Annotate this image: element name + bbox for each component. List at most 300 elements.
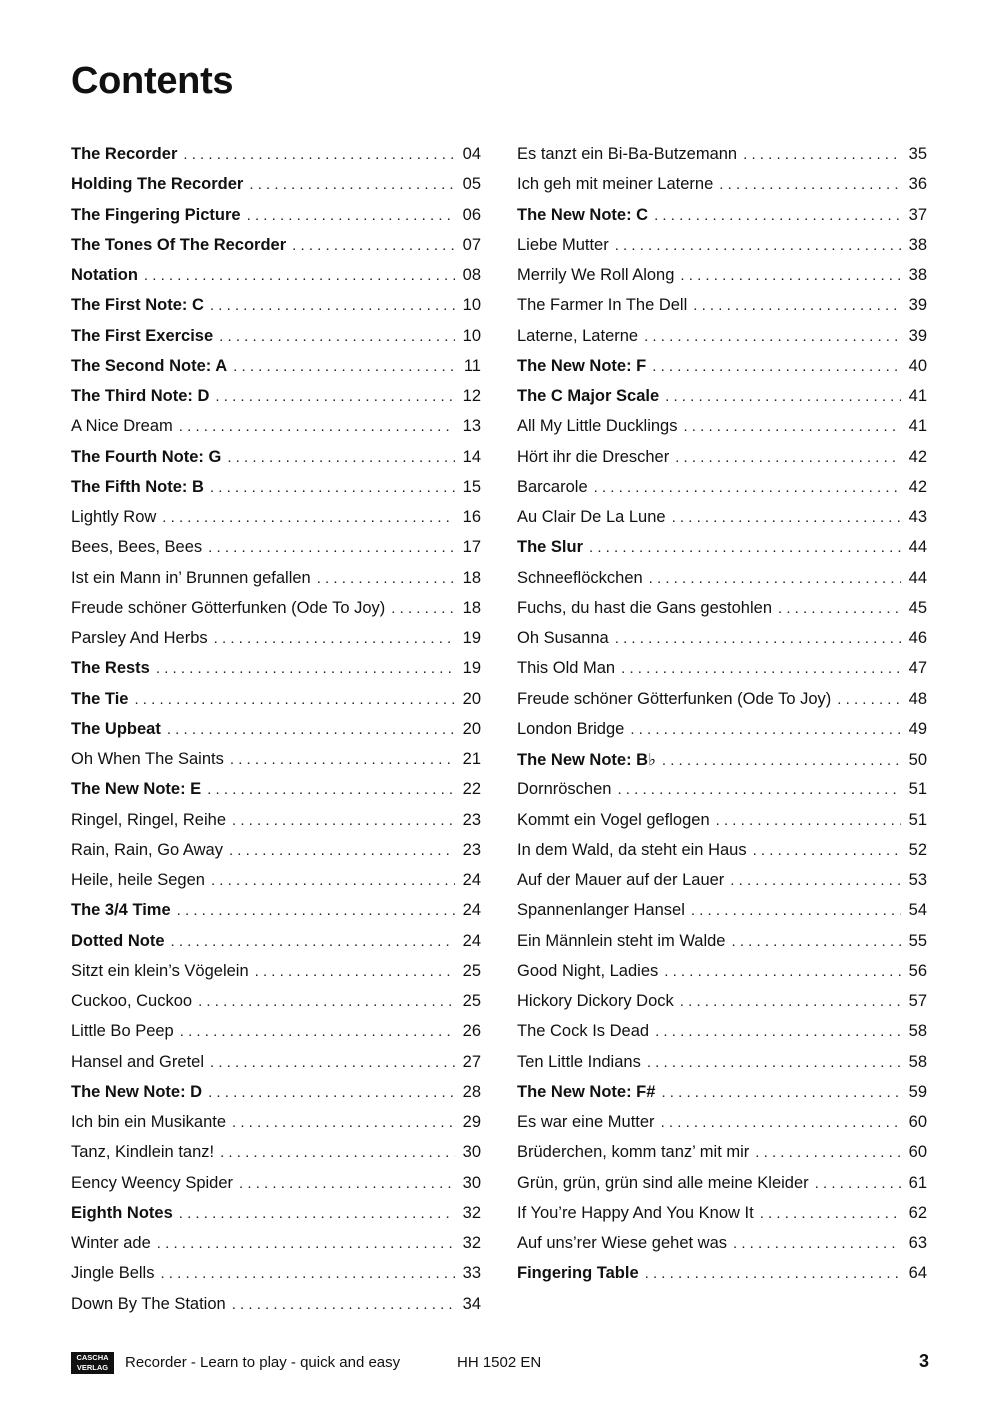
dot-leader [239, 1174, 455, 1193]
toc-entry-page: 14 [462, 447, 481, 466]
dot-leader [232, 1113, 455, 1132]
toc-entry-title: This Old Man [517, 659, 616, 678]
dot-leader [662, 751, 901, 770]
toc-entry-title: Cuckoo, Cuckoo [71, 992, 193, 1010]
toc-entry [517, 841, 927, 871]
toc-entry-page: 44 [908, 538, 927, 557]
toc-entry [71, 1083, 481, 1113]
toc-entry-title: If You’re Happy And You Know It [517, 1203, 754, 1222]
toc-entry-page: 32 [462, 1234, 481, 1252]
dot-leader [255, 962, 455, 981]
toc-entry-title: Ich geh mit meiner Laterne [517, 175, 714, 194]
toc-entry [71, 417, 481, 447]
toc-entry [517, 690, 927, 720]
dot-leader [661, 1083, 901, 1102]
dot-leader [730, 871, 901, 890]
toc-entry-title: Barcarole [517, 477, 588, 496]
toc-entry [71, 992, 481, 1022]
toc-entry-title: Bees, Bees, Bees [71, 538, 203, 557]
toc-entry [517, 1022, 927, 1052]
dot-leader [160, 1264, 455, 1283]
toc-entry [517, 871, 927, 901]
toc-entry-page: 20 [462, 689, 481, 708]
toc-entry [71, 508, 481, 538]
toc-entry [517, 629, 927, 659]
toc-entry-title: Auf der Mauer auf der Lauer [517, 871, 725, 889]
toc-entry-title: Little Bo Peep [71, 1022, 174, 1041]
toc-entry-page: 42 [908, 477, 927, 496]
toc-entry-page: 23 [462, 840, 481, 859]
toc-entry-title: Es war eine Mutter [517, 1113, 655, 1131]
toc-entry [517, 296, 927, 326]
dot-leader [156, 659, 455, 678]
toc-entry-title: Parsley And Herbs [71, 629, 208, 647]
toc-entry [517, 1143, 927, 1173]
toc-entry [71, 478, 481, 508]
toc-entry [71, 629, 481, 659]
dot-leader [391, 599, 455, 618]
toc-entry-page: 22 [462, 780, 481, 799]
toc-entry [71, 266, 481, 296]
publisher-logo [71, 1352, 114, 1374]
toc-entry-title: The Tones Of The Recorder [71, 235, 287, 254]
toc-entry-title: The Farmer In The Dell [517, 296, 688, 315]
toc-entry-title: Laterne, Laterne [517, 326, 639, 345]
toc-entry-title: Liebe Mutter [517, 235, 609, 254]
dot-leader [664, 962, 901, 981]
dot-leader [680, 266, 901, 285]
toc-entry [71, 538, 481, 568]
toc-entry-title: Hört ihr die Drescher [517, 447, 670, 466]
toc-entry-page: 32 [462, 1203, 481, 1222]
toc-entry-page: 60 [908, 1143, 927, 1162]
toc-entry [517, 387, 927, 417]
toc-entry-title: Good Night, Ladies [517, 961, 659, 980]
dot-leader [317, 569, 455, 588]
toc-entry [71, 1295, 481, 1325]
toc-entry-title: The 3/4 Time [71, 901, 171, 920]
toc-entry-title: The New Note: C [517, 205, 649, 224]
toc-entry-title: Schneeflöckchen [517, 568, 643, 587]
book-code: HH 1502 EN [457, 1354, 542, 1371]
toc-entry-page: 55 [908, 931, 927, 950]
toc-entry-page: 61 [908, 1173, 927, 1192]
book-title: Recorder - Learn to play - quick and easy [125, 1354, 401, 1371]
toc-entry [517, 236, 927, 266]
toc-entry-title: Freude schöner Götterfunken (Ode To Joy) [71, 598, 386, 617]
toc-entry-title: The Third Note: D [71, 387, 210, 405]
toc-entry [71, 750, 481, 780]
toc-entry-page: 30 [462, 1173, 481, 1192]
page-footer [71, 1351, 929, 1375]
dot-leader [733, 1234, 901, 1253]
toc-entry [517, 206, 927, 236]
dot-leader [230, 750, 455, 769]
toc-entry-page: 34 [462, 1294, 481, 1313]
toc-entry-page: 15 [462, 477, 481, 496]
toc-entry-title: The First Note: C [71, 296, 204, 315]
toc-entry [71, 327, 481, 357]
toc-entry-page: 39 [908, 326, 927, 345]
dot-leader [615, 629, 901, 648]
dot-leader [232, 1295, 455, 1314]
toc-entry-title: Ich bin ein Musikante [71, 1113, 227, 1131]
toc-entry-title: Winter ade [71, 1234, 151, 1252]
dot-leader [680, 992, 901, 1011]
toc-entry [517, 508, 927, 538]
toc-entry [517, 992, 927, 1022]
toc-entry-page: 40 [908, 356, 927, 375]
toc-entry [517, 175, 927, 205]
dot-leader [208, 538, 455, 557]
toc-entry-page: 58 [908, 1052, 927, 1071]
toc-entry [71, 357, 481, 387]
dot-leader [630, 720, 901, 739]
toc-entry-title: Ringel, Ringel, Reihe [71, 810, 227, 829]
toc-entry [517, 1174, 927, 1204]
toc-entry [71, 1234, 481, 1264]
toc-entry-page: 38 [908, 235, 927, 254]
toc-entry-title: Oh When The Saints [71, 750, 224, 768]
toc-entry-page: 28 [462, 1082, 481, 1101]
toc-entry [71, 932, 481, 962]
toc-entry-title: Brüderchen, komm tanz’ mit mir [517, 1143, 750, 1162]
toc-entry-title: Lightly Row [71, 508, 157, 526]
toc-entry [517, 327, 927, 357]
toc-entry-page: 19 [462, 659, 481, 678]
toc-entry [517, 538, 927, 568]
dot-leader [232, 811, 455, 830]
toc-entry-title: Hansel and Gretel [71, 1052, 204, 1071]
toc-entry-page: 59 [908, 1082, 927, 1101]
dot-leader [167, 720, 455, 739]
dot-leader [207, 780, 455, 799]
dot-leader [652, 357, 901, 376]
dot-leader [179, 1204, 455, 1223]
toc-entry [517, 569, 927, 599]
toc-entry-title: The Fingering Picture [71, 205, 241, 224]
toc-entry [517, 357, 927, 387]
toc-entry-title: Ist ein Mann in’ Brunnen gefallen [71, 568, 311, 587]
dot-leader [180, 1022, 455, 1041]
dot-leader [227, 448, 455, 467]
toc-entry-title: Jingle Bells [71, 1264, 155, 1283]
toc-entry [71, 1022, 481, 1052]
toc-entry-page: 57 [908, 992, 927, 1010]
logo-line-2: VERLAG [76, 1363, 109, 1372]
toc-entry-title: Eency Weency Spider [71, 1173, 234, 1192]
toc-entry-title: Kommt ein Vogel geflogen [517, 810, 710, 829]
page-number: 3 [918, 1351, 929, 1371]
toc-entry-title: The Cock Is Dead [517, 1022, 650, 1041]
toc-entry-page: 16 [462, 508, 481, 526]
toc-entry-title: The New Note: D [71, 1082, 203, 1101]
toc-entry-page: 04 [462, 145, 481, 163]
toc-entry [71, 175, 481, 205]
toc-entry [71, 901, 481, 931]
dot-leader [719, 175, 901, 194]
toc-entry-title: Holding The Recorder [71, 175, 244, 194]
toc-entry [517, 1053, 927, 1083]
dot-leader [220, 1143, 455, 1162]
toc-entry [517, 266, 927, 296]
toc-entry [71, 962, 481, 992]
toc-entry-title: Down By The Station [71, 1294, 226, 1313]
toc-entry [71, 599, 481, 629]
dot-leader [589, 538, 901, 557]
toc-entry-page: 33 [462, 1264, 481, 1283]
toc-entry [517, 932, 927, 962]
toc-entry-page: 52 [908, 840, 927, 859]
toc-entry-page: 17 [462, 538, 481, 557]
toc-entry-title: Grün, grün, grün sind alle meine Kleider [517, 1173, 809, 1192]
toc-entry-page: 07 [462, 235, 481, 254]
dot-leader [134, 690, 455, 709]
toc-entry-page: 45 [908, 598, 927, 617]
dot-leader [177, 901, 455, 920]
toc-entry [71, 780, 481, 810]
toc-entry-page: 19 [462, 629, 481, 647]
toc-entry [517, 1204, 927, 1234]
toc-entry-page: 51 [908, 810, 927, 829]
dot-leader [644, 327, 901, 346]
toc-entry [517, 1234, 927, 1264]
toc-entry [517, 659, 927, 689]
toc-entry [71, 1113, 481, 1143]
toc-entry-page: 30 [462, 1143, 481, 1162]
toc-entry-page: 08 [462, 266, 481, 284]
dot-leader [647, 1053, 901, 1072]
toc-entry-title: Hickory Dickory Dock [517, 992, 674, 1010]
toc-entry-title: Spannenlanger Hansel [517, 901, 685, 920]
toc-entry [71, 296, 481, 326]
toc-entry-page: 43 [908, 508, 927, 526]
toc-entry-page: 62 [908, 1203, 927, 1222]
toc-entry-page: 25 [462, 992, 481, 1010]
toc-entry-title: Oh Susanna [517, 629, 609, 647]
toc-entry-page: 05 [462, 175, 481, 194]
dot-leader [645, 1264, 901, 1283]
toc-entry-page: 64 [908, 1264, 927, 1283]
toc-entry [71, 841, 481, 871]
toc-entry-page: 39 [908, 296, 927, 315]
page-title: Contents [71, 60, 234, 102]
toc-entry-title: Ein Männlein steht im Walde [517, 931, 726, 950]
toc-entry-page: 25 [462, 961, 481, 980]
toc-entry [517, 1083, 927, 1113]
toc-entry-title: The Recorder [71, 145, 178, 163]
dot-leader [594, 478, 901, 497]
dot-leader [214, 629, 455, 648]
toc-entry-title: London Bridge [517, 719, 625, 738]
toc-entry [517, 780, 927, 810]
dot-leader [179, 417, 455, 436]
toc-entry [71, 1264, 481, 1294]
toc-entry-title: Auf uns’rer Wiese gehet was [517, 1234, 728, 1252]
toc-entry [71, 569, 481, 599]
toc-entry-title: Fuchs, du hast die Gans gestohlen [517, 598, 772, 617]
dot-leader [208, 1083, 455, 1102]
dot-leader [837, 690, 901, 709]
toc-entry [71, 448, 481, 478]
logo-line-1: CASCHA [76, 1353, 109, 1362]
dot-leader [292, 236, 455, 255]
toc-entry-page: 26 [462, 1022, 481, 1041]
toc-entry [71, 690, 481, 720]
toc-entry-title: Freude schöner Götterfunken (Ode To Joy) [517, 689, 832, 708]
toc-entry [517, 811, 927, 841]
toc-entry-page: 63 [908, 1234, 927, 1252]
contents-column-left [71, 145, 481, 1325]
toc-entry-page: 10 [462, 326, 481, 345]
toc-entry-page: 29 [462, 1113, 481, 1131]
dot-leader [157, 1234, 455, 1253]
toc-entry-title: The New Note: E [71, 780, 202, 799]
dot-leader [210, 296, 455, 315]
toc-entry-title: Rain, Rain, Go Away [71, 840, 223, 859]
toc-entry-title: The New Note: B♭ [517, 751, 656, 769]
dot-leader [171, 932, 456, 951]
toc-entry [517, 599, 927, 629]
dot-leader [621, 659, 901, 678]
dot-leader [649, 569, 901, 588]
toc-entry-page: 41 [908, 387, 927, 405]
toc-entry-page: 23 [462, 810, 481, 829]
toc-entry-page: 56 [908, 961, 927, 980]
dot-leader [665, 387, 901, 406]
toc-entry [71, 236, 481, 266]
toc-entry [71, 720, 481, 750]
toc-entry-title: Ten Little Indians [517, 1052, 641, 1071]
toc-entry-title: Notation [71, 266, 138, 284]
dot-leader [691, 901, 901, 920]
toc-entry-title: In dem Wald, da steht ein Haus [517, 840, 747, 859]
toc-entry-title: The Fifth Note: B [71, 477, 204, 496]
dot-leader [162, 508, 455, 527]
dot-leader [210, 478, 455, 497]
dot-leader [210, 1053, 455, 1072]
toc-entry-page: 41 [908, 417, 927, 436]
toc-entry-page: 21 [462, 750, 481, 768]
toc-entry-page: 58 [908, 1022, 927, 1041]
toc-entry-page: 10 [462, 296, 481, 315]
toc-entry [71, 1204, 481, 1234]
toc-entry-title: Dornröschen [517, 780, 612, 799]
dot-leader [753, 841, 901, 860]
toc-entry [517, 1264, 927, 1294]
toc-entry-page: 20 [462, 719, 481, 738]
toc-entry-title: Es tanzt ein Bi-Ba-Butzemann [517, 145, 738, 163]
toc-entry [517, 417, 927, 447]
dot-leader [675, 448, 901, 467]
toc-entry-title: Dotted Note [71, 931, 165, 950]
toc-entry [71, 871, 481, 901]
toc-entry [517, 478, 927, 508]
toc-entry [71, 145, 481, 175]
dot-leader [215, 387, 455, 406]
dot-leader [760, 1204, 901, 1223]
toc-entry-page: 18 [462, 568, 481, 587]
toc-entry-page: 46 [908, 629, 927, 647]
toc-entry-title: Merrily We Roll Along [517, 266, 675, 284]
dot-leader [731, 932, 901, 951]
toc-entry-page: 50 [908, 751, 927, 769]
dot-leader [183, 145, 455, 164]
toc-entry-page: 42 [908, 447, 927, 466]
toc-entry-title: The C Major Scale [517, 387, 660, 405]
toc-entry-page: 53 [908, 871, 927, 889]
toc-entry-title: All My Little Ducklings [517, 417, 678, 436]
toc-entry-title: The New Note: F# [517, 1082, 656, 1101]
toc-entry [71, 387, 481, 417]
toc-entry [71, 1053, 481, 1083]
dot-leader [672, 508, 901, 527]
toc-entry [517, 720, 927, 750]
toc-entry-page: 49 [908, 719, 927, 738]
toc-entry-title: Fingering Table [517, 1264, 639, 1283]
toc-entry-title: Sitzt ein klein’s Vögelein [71, 961, 249, 980]
toc-entry-page: 35 [908, 145, 927, 163]
dot-leader [755, 1143, 901, 1162]
toc-entry-page: 38 [908, 266, 927, 284]
toc-entry-title: Au Clair De La Lune [517, 508, 666, 526]
dot-leader [247, 206, 455, 225]
toc-entry-title: Eighth Notes [71, 1203, 173, 1222]
toc-entry [71, 811, 481, 841]
toc-entry-page: 18 [462, 598, 481, 617]
toc-entry [71, 659, 481, 689]
toc-entry-page: 36 [908, 175, 927, 194]
dot-leader [219, 327, 455, 346]
dot-leader [743, 145, 901, 164]
toc-entry [517, 901, 927, 931]
toc-entry-title: The Slur [517, 538, 584, 557]
toc-entry [71, 1143, 481, 1173]
toc-entry-title: The Second Note: A [71, 356, 228, 375]
toc-entry-title: The Tie [71, 689, 129, 708]
toc-entry-page: 37 [908, 205, 927, 224]
dot-leader [716, 811, 901, 830]
toc-entry [517, 1113, 927, 1143]
toc-entry-page: 60 [908, 1113, 927, 1131]
toc-entry-page: 13 [462, 417, 481, 436]
toc-entry-title: Heile, heile Segen [71, 871, 205, 889]
dot-leader [144, 266, 455, 285]
dot-leader [683, 417, 901, 436]
toc-entry [517, 750, 927, 780]
dot-leader [249, 175, 455, 194]
toc-entry-title: A Nice Dream [71, 417, 173, 436]
toc-entry-title: The Upbeat [71, 719, 161, 738]
dot-leader [655, 1022, 901, 1041]
contents-column-right [517, 145, 927, 1295]
dot-leader [661, 1113, 901, 1132]
toc-entry-page: 11 [463, 356, 481, 375]
dot-leader [815, 1174, 901, 1193]
toc-entry-page: 54 [908, 901, 927, 920]
toc-entry-page: 12 [462, 387, 481, 405]
toc-entry-page: 24 [462, 871, 481, 889]
dot-leader [229, 841, 455, 860]
dot-leader [693, 296, 901, 315]
toc-entry-page: 24 [462, 901, 481, 920]
dot-leader [617, 780, 901, 799]
toc-entry-title: The New Note: F [517, 356, 647, 375]
toc-entry [517, 448, 927, 478]
dot-leader [198, 992, 455, 1011]
toc-entry-title: Tanz, Kindlein tanz! [71, 1143, 215, 1162]
toc-entry [517, 145, 927, 175]
